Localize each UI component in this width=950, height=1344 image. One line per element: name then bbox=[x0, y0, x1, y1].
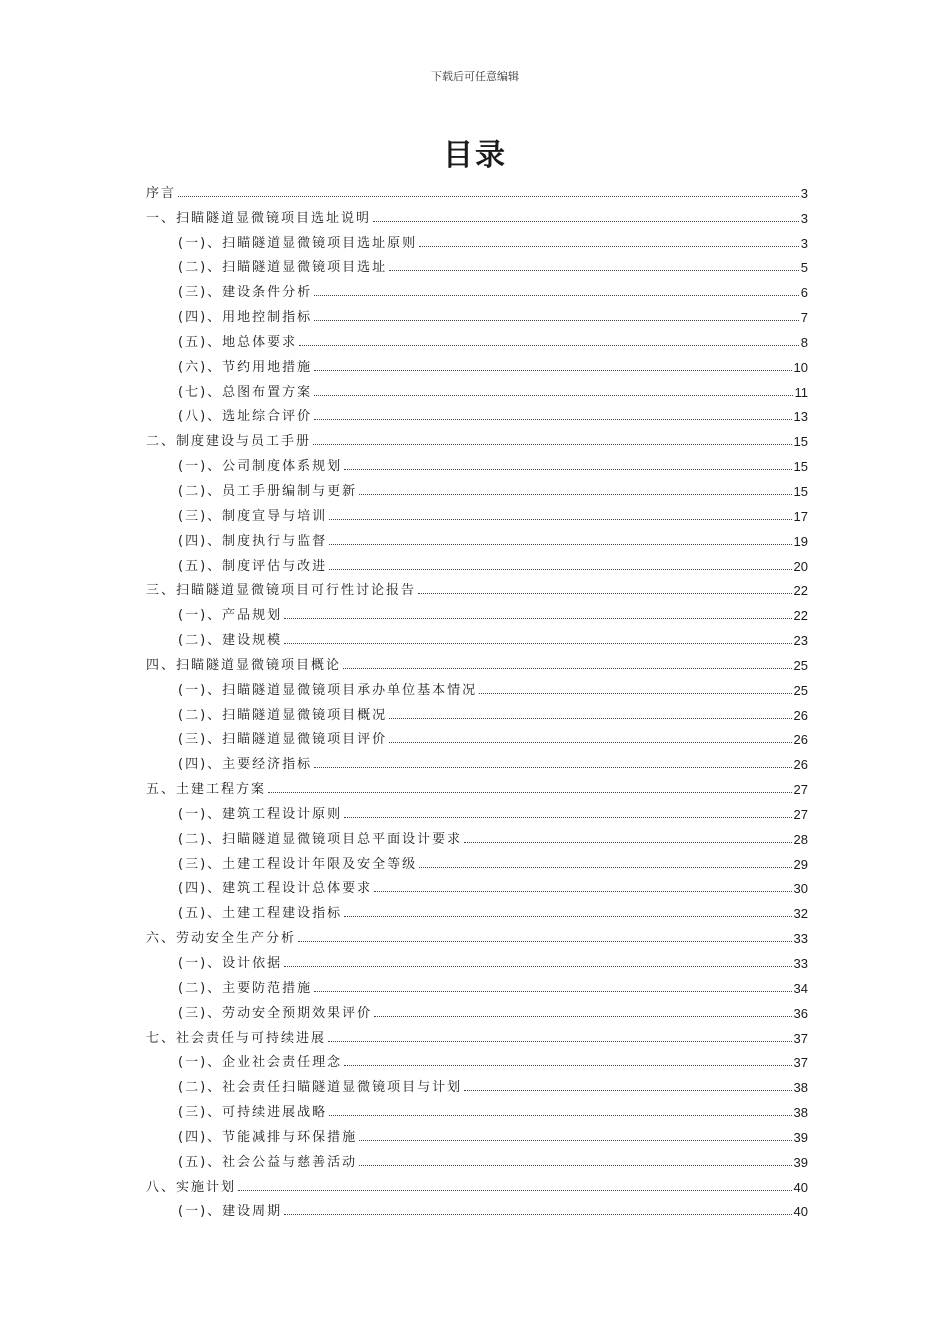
toc-entry-label: (三)、扫瞄隧道显微镜项目评价 bbox=[178, 732, 388, 748]
toc-entry-label: (一)、扫瞄隧道显微镜项目选址原则 bbox=[178, 235, 418, 251]
toc-entry-label: 五、土建工程方案 bbox=[146, 782, 267, 798]
toc-entry-page-number: 15 bbox=[793, 483, 808, 499]
toc-entry[interactable] bbox=[146, 797, 808, 822]
toc-entry-page-number: 37 bbox=[793, 1055, 808, 1071]
toc-entry[interactable] bbox=[146, 1120, 808, 1145]
toc-entry-page-number: 6 bbox=[800, 285, 808, 301]
toc-leader-dots bbox=[329, 543, 791, 545]
toc-entry[interactable] bbox=[146, 623, 808, 648]
toc-entry-label: (一)、设计依据 bbox=[178, 956, 283, 971]
toc-entry-label: (二)、主要防范措施 bbox=[178, 980, 313, 996]
toc-leader-dots bbox=[314, 294, 799, 296]
toc-entry[interactable] bbox=[146, 822, 808, 847]
toc-leader-dots bbox=[464, 841, 791, 843]
toc-entry-page-number: 15 bbox=[793, 434, 808, 450]
toc-entry[interactable] bbox=[146, 549, 808, 574]
toc-entry-page-number: 26 bbox=[793, 707, 808, 723]
toc-entry[interactable] bbox=[146, 201, 808, 226]
toc-leader-dots bbox=[284, 1213, 791, 1215]
toc-entry[interactable] bbox=[146, 723, 808, 748]
toc-leader-dots bbox=[314, 990, 791, 992]
page-title: 目录 bbox=[443, 138, 507, 173]
toc-entry-page-number: 39 bbox=[793, 1154, 808, 1170]
toc-leader-dots bbox=[328, 1040, 792, 1042]
toc-entry[interactable] bbox=[146, 1021, 808, 1046]
toc-entry[interactable] bbox=[146, 673, 808, 698]
toc-entry[interactable] bbox=[146, 1095, 808, 1120]
toc-entry-label: (一)、扫瞄隧道显微镜项目承办单位基本情况 bbox=[178, 682, 478, 698]
toc-entry-label: (四)、用地控制指标 bbox=[178, 310, 313, 326]
toc-entry-page-number: 37 bbox=[793, 1030, 808, 1046]
toc-entry-page-number: 39 bbox=[793, 1129, 808, 1145]
toc-entry-page-number: 26 bbox=[793, 757, 808, 773]
toc-entry-page-number: 40 bbox=[793, 1204, 808, 1220]
toc-entry-label: 序言 bbox=[146, 185, 177, 201]
header-note: 下载后可任意编辑 bbox=[431, 70, 519, 83]
toc-entry-page-number: 15 bbox=[793, 459, 808, 475]
toc-entry[interactable] bbox=[146, 275, 808, 300]
toc-entry[interactable] bbox=[146, 872, 808, 897]
toc-entry-page-number: 28 bbox=[793, 831, 808, 847]
toc-leader-dots bbox=[268, 791, 792, 793]
toc-leader-dots bbox=[284, 617, 791, 619]
toc-entry-label: (二)、建设规模 bbox=[178, 633, 283, 649]
toc-entry[interactable] bbox=[146, 251, 808, 276]
toc-entry[interactable] bbox=[146, 598, 808, 623]
toc-leader-dots bbox=[344, 816, 791, 818]
toc-entry-label: (三)、制度宣导与培训 bbox=[178, 508, 328, 524]
toc-entry[interactable] bbox=[146, 747, 808, 772]
toc-entry[interactable] bbox=[146, 350, 808, 375]
toc-entry[interactable] bbox=[146, 300, 808, 325]
toc-entry[interactable] bbox=[146, 176, 808, 201]
toc-entry-page-number: 38 bbox=[793, 1105, 808, 1121]
toc-entry[interactable] bbox=[146, 971, 808, 996]
toc-entry-page-number: 7 bbox=[800, 310, 808, 326]
toc-entry-label: (四)、主要经济指标 bbox=[178, 757, 313, 773]
toc-leader-dots bbox=[373, 220, 799, 222]
toc-entry[interactable] bbox=[146, 524, 808, 549]
toc-entry-label: (五)、社会公益与慈善活动 bbox=[178, 1154, 358, 1170]
toc-entry-label: (一)、建设周期 bbox=[178, 1204, 283, 1220]
toc-entry[interactable] bbox=[146, 226, 808, 251]
toc-entry[interactable] bbox=[146, 772, 808, 797]
toc-entry-label: 八、实施计划 bbox=[146, 1179, 237, 1195]
toc-entry[interactable] bbox=[146, 946, 808, 971]
toc-entry[interactable] bbox=[146, 1070, 808, 1095]
toc-entry-page-number: 25 bbox=[793, 682, 808, 698]
toc-entry-page-number: 3 bbox=[800, 210, 808, 226]
toc-leader-dots bbox=[284, 965, 791, 967]
toc-entry-label: (六)、节约用地措施 bbox=[178, 359, 313, 375]
toc-entry-page-number: 19 bbox=[793, 533, 808, 549]
toc-leader-dots bbox=[344, 1064, 791, 1066]
toc-entry[interactable] bbox=[146, 449, 808, 474]
toc-leader-dots bbox=[359, 1139, 791, 1141]
toc-entry-page-number: 30 bbox=[793, 881, 808, 897]
toc-entry[interactable] bbox=[146, 375, 808, 400]
toc-entry-label: (八)、选址综合评价 bbox=[178, 409, 313, 425]
toc-entry-page-number: 27 bbox=[793, 806, 808, 822]
toc-entry[interactable] bbox=[146, 648, 808, 673]
toc-leader-dots bbox=[374, 890, 791, 892]
toc-leader-dots bbox=[314, 369, 791, 371]
toc-leader-dots bbox=[344, 468, 791, 470]
toc-leader-dots bbox=[313, 443, 792, 445]
toc-entry-page-number: 33 bbox=[793, 931, 808, 947]
toc-leader-dots bbox=[314, 394, 792, 396]
toc-entry[interactable] bbox=[146, 1046, 808, 1071]
toc-leader-dots bbox=[314, 319, 799, 321]
toc-leader-dots bbox=[343, 667, 792, 669]
toc-leader-dots bbox=[284, 642, 791, 644]
toc-entry-label: 七、社会责任与可持续进展 bbox=[146, 1030, 327, 1046]
toc-entry-page-number: 10 bbox=[793, 359, 808, 375]
toc-entry[interactable] bbox=[146, 1170, 808, 1195]
toc-entry-label: (三)、可持续进展战略 bbox=[178, 1105, 328, 1121]
toc-entry[interactable] bbox=[146, 424, 808, 449]
toc-entry-label: (一)、建筑工程设计原则 bbox=[178, 806, 343, 822]
toc-entry-page-number: 5 bbox=[800, 260, 808, 276]
toc-entry-page-number: 3 bbox=[800, 185, 808, 201]
toc-entry-page-number: 32 bbox=[793, 906, 808, 922]
toc-leader-dots bbox=[178, 195, 799, 197]
toc-entry-label: (三)、土建工程设计年限及安全等级 bbox=[178, 856, 418, 872]
toc-leader-dots bbox=[314, 766, 791, 768]
toc-entry-page-number: 29 bbox=[793, 856, 808, 872]
toc-entry-label: (二)、扫瞄隧道显微镜项目总平面设计要求 bbox=[178, 831, 463, 847]
toc-entry-label: (二)、员工手册编制与更新 bbox=[178, 483, 358, 499]
toc-entry-page-number: 26 bbox=[793, 732, 808, 748]
toc-leader-dots bbox=[359, 1164, 791, 1166]
toc-entry[interactable] bbox=[146, 698, 808, 723]
toc-entry-label: (四)、制度执行与监督 bbox=[178, 533, 328, 549]
toc-entry-page-number: 13 bbox=[793, 409, 808, 425]
toc-entry-label: (七)、总图布置方案 bbox=[178, 384, 313, 400]
toc-entry-page-number: 22 bbox=[793, 608, 808, 624]
toc-entry-page-number: 20 bbox=[793, 558, 808, 574]
toc-leader-dots bbox=[344, 915, 791, 917]
toc-leader-dots bbox=[329, 518, 791, 520]
toc-entry-page-number: 22 bbox=[793, 583, 808, 599]
toc-leader-dots bbox=[329, 1114, 791, 1116]
toc-entry[interactable] bbox=[146, 499, 808, 524]
toc-entry[interactable] bbox=[146, 574, 808, 599]
toc-entry[interactable] bbox=[146, 325, 808, 350]
toc-entry-label: (三)、劳动安全预期效果评价 bbox=[178, 1005, 373, 1021]
toc-leader-dots bbox=[479, 692, 791, 694]
toc-leader-dots bbox=[389, 717, 791, 719]
toc-entry[interactable] bbox=[146, 847, 808, 872]
toc-entry[interactable] bbox=[146, 474, 808, 499]
toc-entry[interactable] bbox=[146, 1195, 808, 1220]
toc-entry-page-number: 17 bbox=[793, 508, 808, 524]
toc-entry-label: (二)、扫瞄隧道显微镜项目概况 bbox=[178, 707, 388, 723]
toc-leader-dots bbox=[419, 245, 799, 247]
toc-entry-page-number: 3 bbox=[800, 235, 808, 251]
toc-entry-label: 六、劳动安全生产分析 bbox=[146, 931, 297, 947]
toc-entry-page-number: 8 bbox=[800, 334, 808, 350]
toc-entry-page-number: 11 bbox=[794, 384, 808, 400]
toc-entry[interactable] bbox=[146, 896, 808, 921]
toc-leader-dots bbox=[464, 1089, 791, 1091]
toc-entry-label: (一)、公司制度体系规划 bbox=[178, 459, 343, 475]
toc-entry-label: 四、扫瞄隧道显微镜项目概论 bbox=[146, 657, 342, 673]
toc-leader-dots bbox=[389, 269, 799, 271]
toc-leader-dots bbox=[298, 940, 792, 942]
toc-entry-label: (五)、制度评估与改进 bbox=[178, 558, 328, 574]
toc-entry-page-number: 25 bbox=[793, 657, 808, 673]
toc-entry-label: (一)、产品规划 bbox=[178, 608, 283, 624]
toc-entry-label: (五)、土建工程建设指标 bbox=[178, 906, 343, 922]
toc-leader-dots bbox=[238, 1189, 792, 1191]
table-of-contents bbox=[146, 176, 808, 1219]
toc-entry-label: (一)、企业社会责任理念 bbox=[178, 1055, 343, 1071]
toc-entry-page-number: 36 bbox=[793, 1005, 808, 1021]
toc-entry[interactable] bbox=[146, 1145, 808, 1170]
toc-leader-dots bbox=[389, 741, 791, 743]
toc-leader-dots bbox=[359, 493, 791, 495]
toc-entry-label: (三)、建设条件分析 bbox=[178, 285, 313, 301]
toc-entry-page-number: 23 bbox=[793, 633, 808, 649]
toc-entry[interactable] bbox=[146, 996, 808, 1021]
toc-entry-page-number: 40 bbox=[793, 1179, 808, 1195]
toc-entry-label: 二、制度建设与员工手册 bbox=[146, 434, 312, 450]
toc-entry[interactable] bbox=[146, 400, 808, 425]
toc-entry-label: (四)、建筑工程设计总体要求 bbox=[178, 881, 373, 897]
toc-entry-label: (五)、地总体要求 bbox=[178, 334, 298, 350]
toc-entry[interactable] bbox=[146, 921, 808, 946]
toc-leader-dots bbox=[418, 592, 792, 594]
toc-entry-label: 一、扫瞄隧道显微镜项目选址说明 bbox=[146, 210, 372, 226]
toc-leader-dots bbox=[329, 568, 791, 570]
toc-leader-dots bbox=[314, 418, 791, 420]
toc-entry-label: (四)、节能减排与环保措施 bbox=[178, 1129, 358, 1145]
toc-entry-page-number: 27 bbox=[793, 782, 808, 798]
toc-leader-dots bbox=[419, 866, 791, 868]
toc-leader-dots bbox=[299, 344, 799, 346]
toc-entry-label: (二)、扫瞄隧道显微镜项目选址 bbox=[178, 260, 388, 276]
toc-leader-dots bbox=[374, 1015, 791, 1017]
toc-entry-label: 三、扫瞄隧道显微镜项目可行性讨论报告 bbox=[146, 583, 417, 599]
toc-entry-label: (二)、社会责任扫瞄隧道显微镜项目与计划 bbox=[178, 1080, 463, 1096]
toc-entry-page-number: 38 bbox=[793, 1080, 808, 1096]
toc-entry-page-number: 34 bbox=[793, 980, 808, 996]
toc-entry-page-number: 33 bbox=[793, 956, 808, 971]
